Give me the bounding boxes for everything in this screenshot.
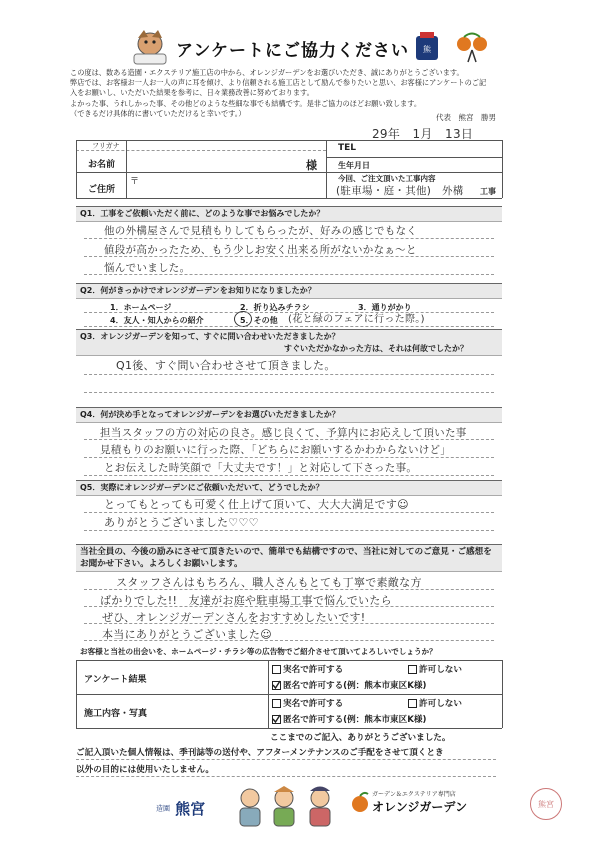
work-suffix: 工事 bbox=[480, 187, 496, 196]
q4-answer-line[interactable]: とお伝えした時笑顔で「大丈夫です！」と対応して下さった事。 bbox=[104, 462, 418, 474]
brand-right-name: オレンジガーデン bbox=[372, 800, 468, 814]
thanks-text: ここまでのご記入、ありがとうございました。 bbox=[270, 733, 451, 743]
q3-title: Q3．オレンジガーデンを知って、すぐに問い合わせいただきましたか？ bbox=[80, 332, 340, 341]
svg-text:熊: 熊 bbox=[423, 45, 431, 54]
brand-right-small: ガーデン＆エクステリア専門店 bbox=[372, 791, 456, 798]
q2-option[interactable]: 4．友人・知人からの紹介 bbox=[110, 316, 204, 325]
q2-answer[interactable]: (花と緑のフェアに行った際。) bbox=[288, 314, 425, 325]
comments-line[interactable]: ぜひ、オレンジガーデンさんをおすすめしたいです! bbox=[102, 611, 366, 624]
permission-row-label: アンケート結果 bbox=[84, 675, 147, 685]
mascot-logo-icon bbox=[128, 28, 172, 66]
opt-anon-photo[interactable] bbox=[272, 713, 426, 725]
shop-badge-icon bbox=[414, 30, 440, 62]
q4-answer-line[interactable]: 見積もりのお願いに行った際、「どちらにお願いするかわからないけど」 bbox=[100, 444, 452, 456]
intro-line: よかった事、うれしかった事、その他どのような些細な事でも結構です。是非ご協力のほどお願い致します。 bbox=[70, 98, 422, 108]
checkbox-checked[interactable] bbox=[272, 681, 281, 690]
q3-subtitle: すぐいただかなかった方は、それは何故でしたか？ bbox=[284, 344, 468, 353]
name-suffix: 様 bbox=[306, 159, 317, 172]
opt-label: 実名で許可する bbox=[283, 665, 344, 675]
q2-option[interactable]: 3．通りがかり bbox=[358, 303, 412, 312]
q1-answer-line[interactable]: 値段が高かったため、もう少しお安く出来る所がないかなぁ～と bbox=[104, 244, 417, 256]
q5-title: Q5．実際にオレンジガーデンにご依頼いただいて、どうでしたか？ bbox=[80, 483, 324, 492]
opt-label: 実名で許可する bbox=[283, 699, 344, 709]
orange-logo-icon bbox=[452, 30, 492, 64]
comments-title: 当社全員の、今後の励みにさせて頂きたいので、簡単でも結構ですので、当社に対してのご意見・ご感想をお聞かせ下さい。よろしくお願いします。 bbox=[80, 547, 492, 569]
checkbox[interactable] bbox=[272, 665, 281, 674]
permission-title: お客様と当社の出会いを、ホームページ・チラシ等の広告物でご紹介させて頂いてよろしいでしょうか？ bbox=[80, 647, 437, 656]
checkbox[interactable] bbox=[272, 699, 281, 708]
q1-answer-line[interactable]: 他の外構屋さんで見積もりしてもらったが、好みの感じでもなく bbox=[104, 225, 418, 237]
representative-name: 代表 熊宮 勝男 bbox=[436, 113, 496, 122]
birth-label: 生年月日 bbox=[338, 161, 370, 170]
q5-answer-line[interactable]: とってもとっても可愛く仕上げて頂いて、大大大満足です☺ bbox=[104, 498, 409, 511]
intro-line: （できるだけ具体的に書いていただけると幸いです。） bbox=[70, 108, 246, 118]
checkbox[interactable] bbox=[408, 699, 417, 708]
intro-line: この度は、数ある造園・エクステリア施工店の中から、オレンジガーデンをお選びいただき、誠にありがとうございます。 bbox=[70, 68, 464, 77]
comments-line[interactable]: ばかりでした!! 友達がお庭や駐車場工事で悩んでいたら bbox=[100, 594, 392, 607]
name-label: お名前 bbox=[88, 160, 116, 170]
work-label: 今回、ご注文頂いた工事内容 bbox=[338, 174, 436, 183]
opt-label: 匿名で許可する(例：熊本市東区K様) bbox=[283, 681, 427, 691]
furigana-label: フリガナ bbox=[92, 142, 120, 150]
privacy-text: ご記入頂いた個人情報は、季刊誌等の送付や、アフターメンテナンスのご手配をさせて頂くとき bbox=[76, 748, 444, 758]
date-field[interactable]: 29年 1月 13日 bbox=[372, 127, 474, 141]
q2-option[interactable]: 1．ホームページ bbox=[110, 303, 172, 312]
comments-line[interactable]: 本当にありがとうございました☺ bbox=[102, 628, 272, 641]
q3-answer[interactable]: Q1後、すぐ問い合わせさせて頂きました。 bbox=[116, 359, 336, 372]
intro-line: 入をお願いし、いただいた結果を参考に、日々業務改善に努めております。 bbox=[70, 88, 314, 98]
address-label: ご住所 bbox=[88, 185, 116, 195]
privacy-text: 以外の目的には使用いたしません。 bbox=[76, 765, 215, 775]
permission-row-label: 施工内容・写真 bbox=[84, 709, 148, 719]
opt-label: 許可しない bbox=[419, 699, 462, 709]
staff-characters-icon bbox=[232, 784, 344, 828]
seal-stamp-text: 熊宮 bbox=[538, 799, 554, 809]
checkbox-checked[interactable] bbox=[272, 715, 281, 724]
opt-label: 許可しない bbox=[419, 665, 462, 675]
q2-option[interactable]: 2．折り込みチラシ bbox=[240, 303, 310, 312]
q1-answer-line[interactable]: 悩んでいました。 bbox=[104, 262, 191, 274]
comments-line[interactable]: スタッフさんはもちろん、職人さんもとても丁寧で素敵な方 bbox=[116, 576, 422, 589]
tel-label: TEL bbox=[338, 143, 357, 153]
brand-left-name: 熊宮 bbox=[175, 800, 206, 818]
postal-mark: 〒 bbox=[130, 177, 140, 187]
q5-answer-line[interactable]: ありがとうございました♡♡♡ bbox=[104, 516, 259, 529]
q1-title: Q1．工事をご依頼いただく前に、どのような事でお悩みでしたか？ bbox=[80, 209, 325, 218]
opt-no-survey[interactable] bbox=[408, 663, 462, 675]
page-title: アンケートにご協力ください bbox=[176, 41, 409, 61]
brand-left-small: 造園 bbox=[156, 804, 170, 813]
q2-title: Q2．何がきっかけでオレンジガーデンをお知りになりましたか？ bbox=[80, 286, 316, 295]
intro-text bbox=[70, 68, 486, 119]
opt-real-survey[interactable] bbox=[272, 663, 343, 675]
intro-line: 弊店では、お客様お一人お一人の声に耳を傾け、より信頼される施工店として励んで参りたいと思い、お客様にアンケートのご記 bbox=[70, 78, 487, 88]
q2-option[interactable]: 5．その他 bbox=[240, 316, 278, 325]
brand-left bbox=[156, 798, 205, 819]
q4-title: Q4．何が決め手となってオレンジガーデンをお選びいただきましたか？ bbox=[80, 410, 340, 419]
opt-no-photo[interactable] bbox=[408, 697, 462, 709]
opt-label: 匿名で許可する(例：熊本市東区K様) bbox=[283, 715, 427, 725]
opt-anon-survey[interactable] bbox=[272, 679, 426, 691]
checkbox[interactable] bbox=[408, 665, 417, 674]
seal-stamp bbox=[530, 788, 562, 820]
orange-brand-icon bbox=[348, 790, 372, 814]
q4-answer-line[interactable]: 担当スタッフの方の対応の良さ。感じ良くて、予算内にお応えして頂いた事 bbox=[100, 427, 467, 439]
opt-real-photo[interactable] bbox=[272, 697, 343, 709]
work-value[interactable]: (駐車場・庭・其他) 外構 bbox=[336, 185, 464, 197]
